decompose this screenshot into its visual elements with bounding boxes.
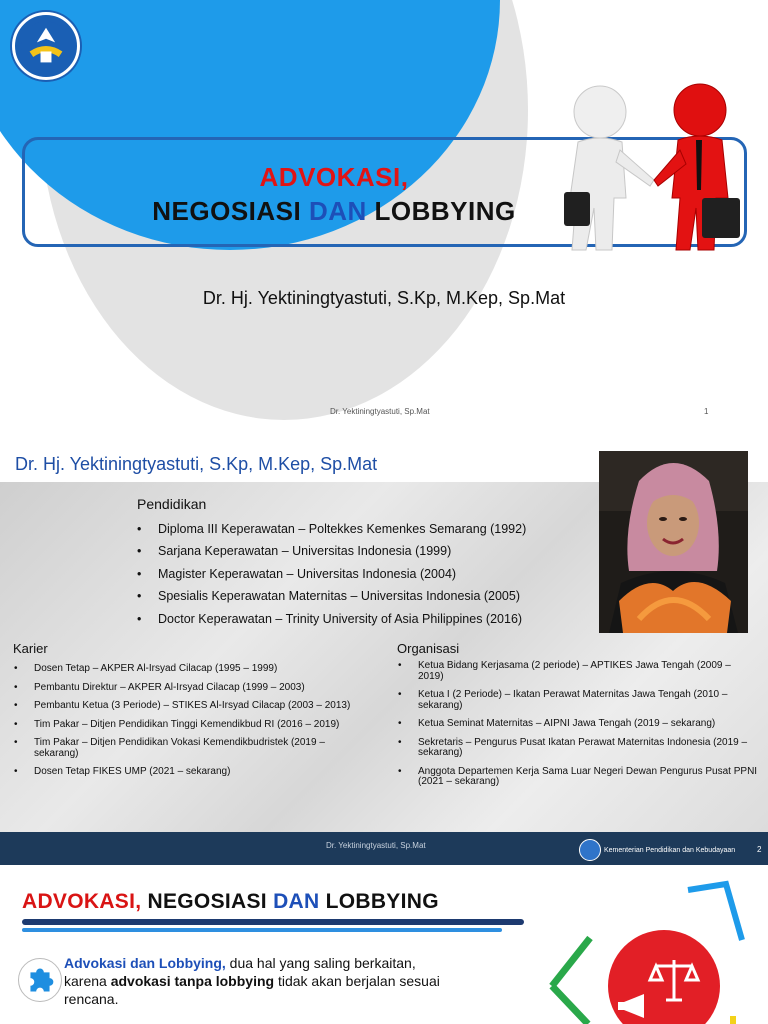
slide-3	[0, 868, 768, 1024]
organization-list	[397, 661, 759, 788]
list-item: • Ketua I (2 Periode) – Ikatan Perawat Maternitas Jawa Tengah (2010 – sekarang)	[397, 690, 759, 711]
title-underline	[22, 919, 524, 925]
slide-footer: Dr. Yektiningtyastuti, Sp.Mat	[330, 407, 430, 416]
page-number: 2	[757, 845, 762, 854]
education-heading: Pendidikan	[137, 496, 207, 512]
presentation-title-line2: NEGOSIASI DAN LOBBYING	[152, 196, 516, 226]
list-item: • Spesialis Keperawatan Maternitas – Universitas Indonesia (2005)	[137, 585, 587, 607]
list-item: • Pembantu Ketua (3 Periode) – STIKES Al-Irsyad Cilacap (2003 – 2013)	[13, 701, 363, 712]
advocacy-graphic	[548, 876, 768, 1024]
ministry-logo-icon	[579, 839, 601, 861]
tut-wuri-handayani-logo	[12, 12, 80, 80]
title-underline-accent	[22, 928, 502, 932]
education-list	[137, 518, 587, 630]
organization-heading: Organisasi	[397, 641, 460, 656]
list-item: • Tim Pakar – Ditjen Pendidikan Tinggi Kemendikbud RI (2016 – 2019)	[13, 720, 383, 731]
presentation-title-line1: ADVOKASI,	[259, 162, 409, 192]
career-list	[13, 664, 383, 778]
slide-gap	[0, 432, 768, 442]
list-item: • Tim Pakar – Ditjen Pendidikan Vokasi Kemendikbudristek (2019 – sekarang)	[13, 738, 363, 759]
author-name: Dr. Hj. Yektiningtyastuti, S.Kp, M.Kep, Sp.Mat	[202, 288, 566, 308]
list-item: • Ketua Bidang Kerjasama (2 periode) – APTIKES Jawa Tengah (2009 – 2019)	[397, 661, 759, 682]
slide-footer: Dr. Yektiningtyastuti, Sp.Mat	[326, 841, 426, 850]
speaker-name: Dr. Hj. Yektiningtyastuti, S.Kp, M.Kep, Sp.Mat	[15, 454, 378, 474]
page-number: 1	[704, 407, 709, 416]
list-item: • Magister Keperawatan – Universitas Indonesia (2004)	[137, 563, 587, 585]
list-item: • Dosen Tetap FIKES UMP (2021 – sekarang)	[13, 767, 383, 778]
slide-2	[0, 442, 768, 865]
ministry-name: Kementerian Pendidikan dan Kebudayaan	[604, 847, 736, 854]
list-item: • Sarjana Keperawatan – Universitas Indonesia (1999)	[137, 540, 587, 562]
portrait-photo	[599, 451, 748, 633]
career-heading: Karier	[13, 641, 48, 656]
list-item: • Doctor Keperawatan – Trinity University of Asia Philippines (2016)	[137, 608, 587, 630]
handshake-figures	[556, 80, 756, 255]
puzzle-icon	[18, 958, 62, 1002]
list-item: • Dosen Tetap – AKPER Al-Irsyad Cilacap (1995 – 1999)	[13, 664, 383, 675]
list-item: • Pembantu Direktur – AKPER Al-Irsyad Cilacap (1999 – 2003)	[13, 683, 383, 694]
list-item: • Ketua Seminat Maternitas – AIPNI Jawa Tengah (2019 – sekarang)	[397, 719, 759, 730]
list-item: • Diploma III Keperawatan – Poltekkes Kemenkes Semarang (1992)	[137, 518, 587, 540]
list-item: • Anggota Departemen Kerja Sama Luar Negeri Dewan Pengurus Pusat PPNI (2021 – sekarang)	[397, 767, 759, 788]
slide-1	[0, 0, 768, 432]
list-item: • Sekretaris – Pengurus Pusat Ikatan Perawat Maternitas Indonesia (2019 – sekarang)	[397, 738, 759, 759]
slide-title: ADVOKASI, NEGOSIASI DAN LOBBYING	[22, 890, 439, 913]
body-paragraph: Advokasi dan Lobbying, dua hal yang saling berkaitan, karena advokasi tanpa lobbying tidak akan berjalan sesuai rencana.	[64, 955, 440, 1007]
